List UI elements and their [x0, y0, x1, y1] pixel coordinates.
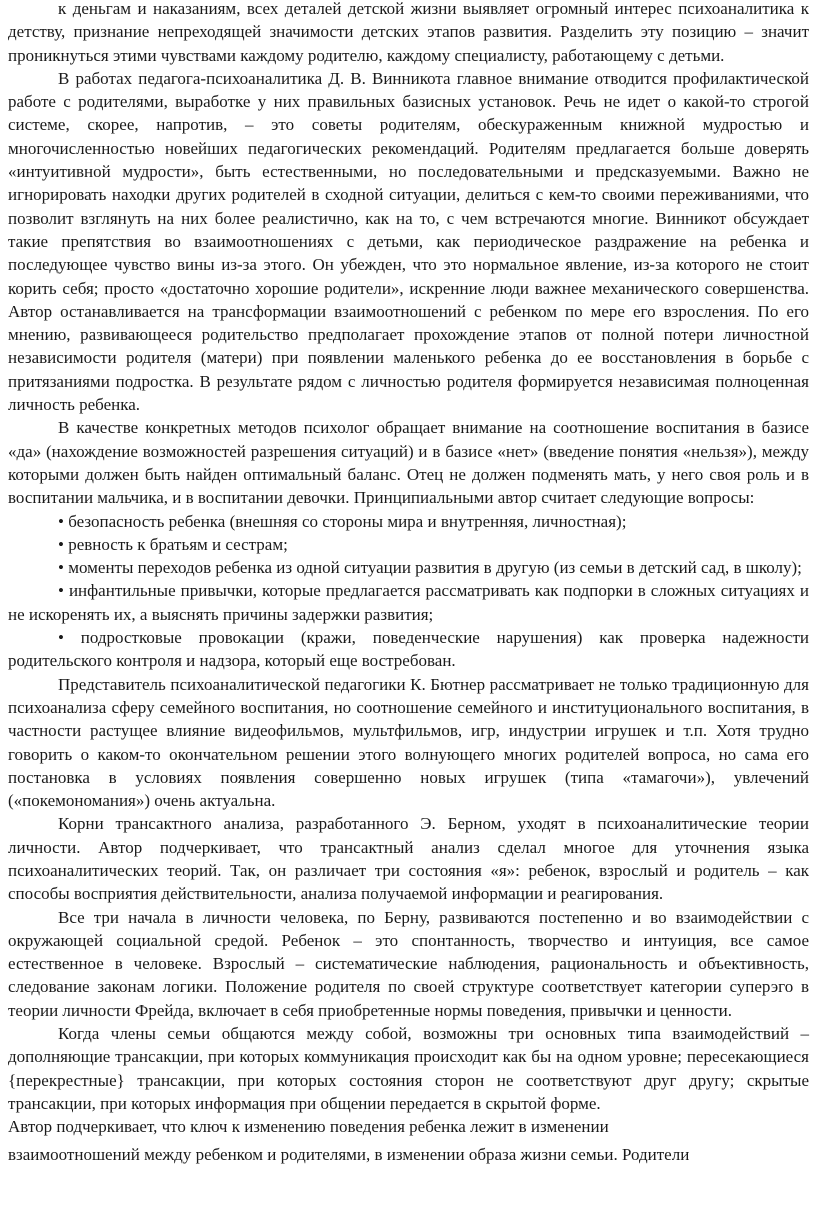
- bullet-item-provocations: • подростковые провокации (кражи, поведенческие нарушения) как проверка надежности родительского контроля и надзора, который еще востребован.: [8, 628, 809, 671]
- paragraph-winnicott: В работах педагога-психоаналитика Д. В. Винникота главное внимание отводится профилактической работе с родителями, выработке у них правильных базисных установок. Речь не идет о какой-то строгой системе, скорее, напротив, – это советы родителям, обескураженным книжной мудростью и многочисленностью новейших педагогических рекомендаций. Родителям предлагается больше доверять «интуитивной мудрости», быть естественными, но последовательными и предсказуемыми. Важно не игнорировать находки других родителей в сходной ситуации, делиться с кем-то своими переживаниями, что позволит взглянуть на них более реалистично, как на то, с чем встречаются многие. Винникот обсуждает такие препятствия во взаимоотношениях с детьми, как периодическое раздражение на ребенка и последующее чувство вины из-за этого. Он убежден, что это нормальное явление, из-за которого не стоит корить себя; просто «достаточно хорошие родители», искренние люди важнее механического совершенства. Автор останавливается на трансформации взаимоотношений с ребенком по мере его взросления. По его мнению, развивающееся родительство предполагает прохождение этапов от полной потери личностной независимости родителя (матери) при появлении маленького ребенка до ее восстановления в борьбе с притязаниями подростка. В результате рядом с личностью родителя формируется независимая полноценная личность ребенка.: [8, 68, 809, 415]
- bullet-item-transitions: • моменты переходов ребенка из одной ситуации развития в другую (из семьи в детский сад, в школу);: [58, 558, 802, 578]
- paragraph-intro: к деньгам и наказаниям, всех деталей детской жизни выявляет огромный интерес психоаналитика к детству, признание непреходящей значимости детских этапов развития. Разделить эту позицию – значит проникнуться этими чувствами каждому родителю, каждому специалисту, работающему с детьми.: [8, 0, 809, 65]
- bullet-item-safety: • безопасность ребенка (внешняя со стороны мира и внутренняя, личностная);: [58, 511, 627, 531]
- bullet-item-habits: • инфантильные привычки, которые предлагается рассматривать как подпорки в сложных ситуациях и не искоренять их, а выяснять причины задержки развития;: [8, 581, 809, 624]
- paragraph-transactions: Когда члены семьи общаются между собой, возможны три основных типа взаимодействий – дополняющие трансакции, при которых коммуникация происходит как бы на одном уровне; пересекающиеся {перекрестные} трансакции, при которых состояния сторон не соответствуют друг другу; скрытые трансакции, при которых информация при общении передается в скрытой форме.: [8, 1024, 809, 1113]
- paragraph-three-states: Все три начала в личности человека, по Берну, развиваются постепенно и во взаимодействии с окружающей социальной средой. Ребенок – это спонтанность, творчество и интуиция, все самое естественное в человеке. Взрослый – систематические наблюдения, рациональность и объективность, следование законам логики. Положение родителя по своей структуре соответствует категории суперэго в теории личности Фрейда, включает в себя приобретенные нормы поведения, привычки и ценности.: [8, 907, 809, 1020]
- paragraph-berne: Корни трансактного анализа, разработанного Э. Берном, уходят в психоаналитические теории личности. Автор подчеркивает, что трансактный анализ сделал многое для уточнения языка психоаналитических теорий. Так, он различает три состояния «я»: ребенок, взрослый и родитель – как способы восприятия действительности, анализа получаемой информации и реагирования.: [8, 814, 809, 904]
- text-line-tail-1: Автор подчеркивает, что ключ к изменению поведения ребенка лежит в изменении: [8, 1117, 609, 1137]
- bullet-item-jealousy: • ревность к братьям и сестрам;: [58, 534, 288, 554]
- paragraph-methods: В качестве конкретных методов психолог обращает внимание на соотношение воспитания в базисе «да» (нахождение возможностей разрешения ситуаций) и в базисе «нет» (введение понятия «нельзя»), между которыми должен быть найден оптимальный баланс. Отец не должен подменять мать, у него своя роль и в воспитании мальчика, и в воспитании девочки. Принципиальными автор считает следующие вопросы:: [8, 418, 809, 508]
- text-line-tail-2: взаимоотношений между ребенком и родителями, в изменении образа жизни семьи. Родители: [8, 1144, 690, 1164]
- paragraph-butner: Представитель психоаналитической педагогики К. Бютнер рассматривает не только традиционную для психоанализа сферу семейного воспитания, но соотношение семейного и институционального воспитания, в частности растущее влияние видеофильмов, мультфильмов, игр, индустрии игрушек и т.п. Хотя трудно говорить о каком-то окончательном решении этого волнующего многих родителей вопроса, но сама его постановка в условиях появления совершенно новых игрушек (типа «тамагочи»), увлечений («покемономания») очень актуальна.: [8, 674, 809, 811]
